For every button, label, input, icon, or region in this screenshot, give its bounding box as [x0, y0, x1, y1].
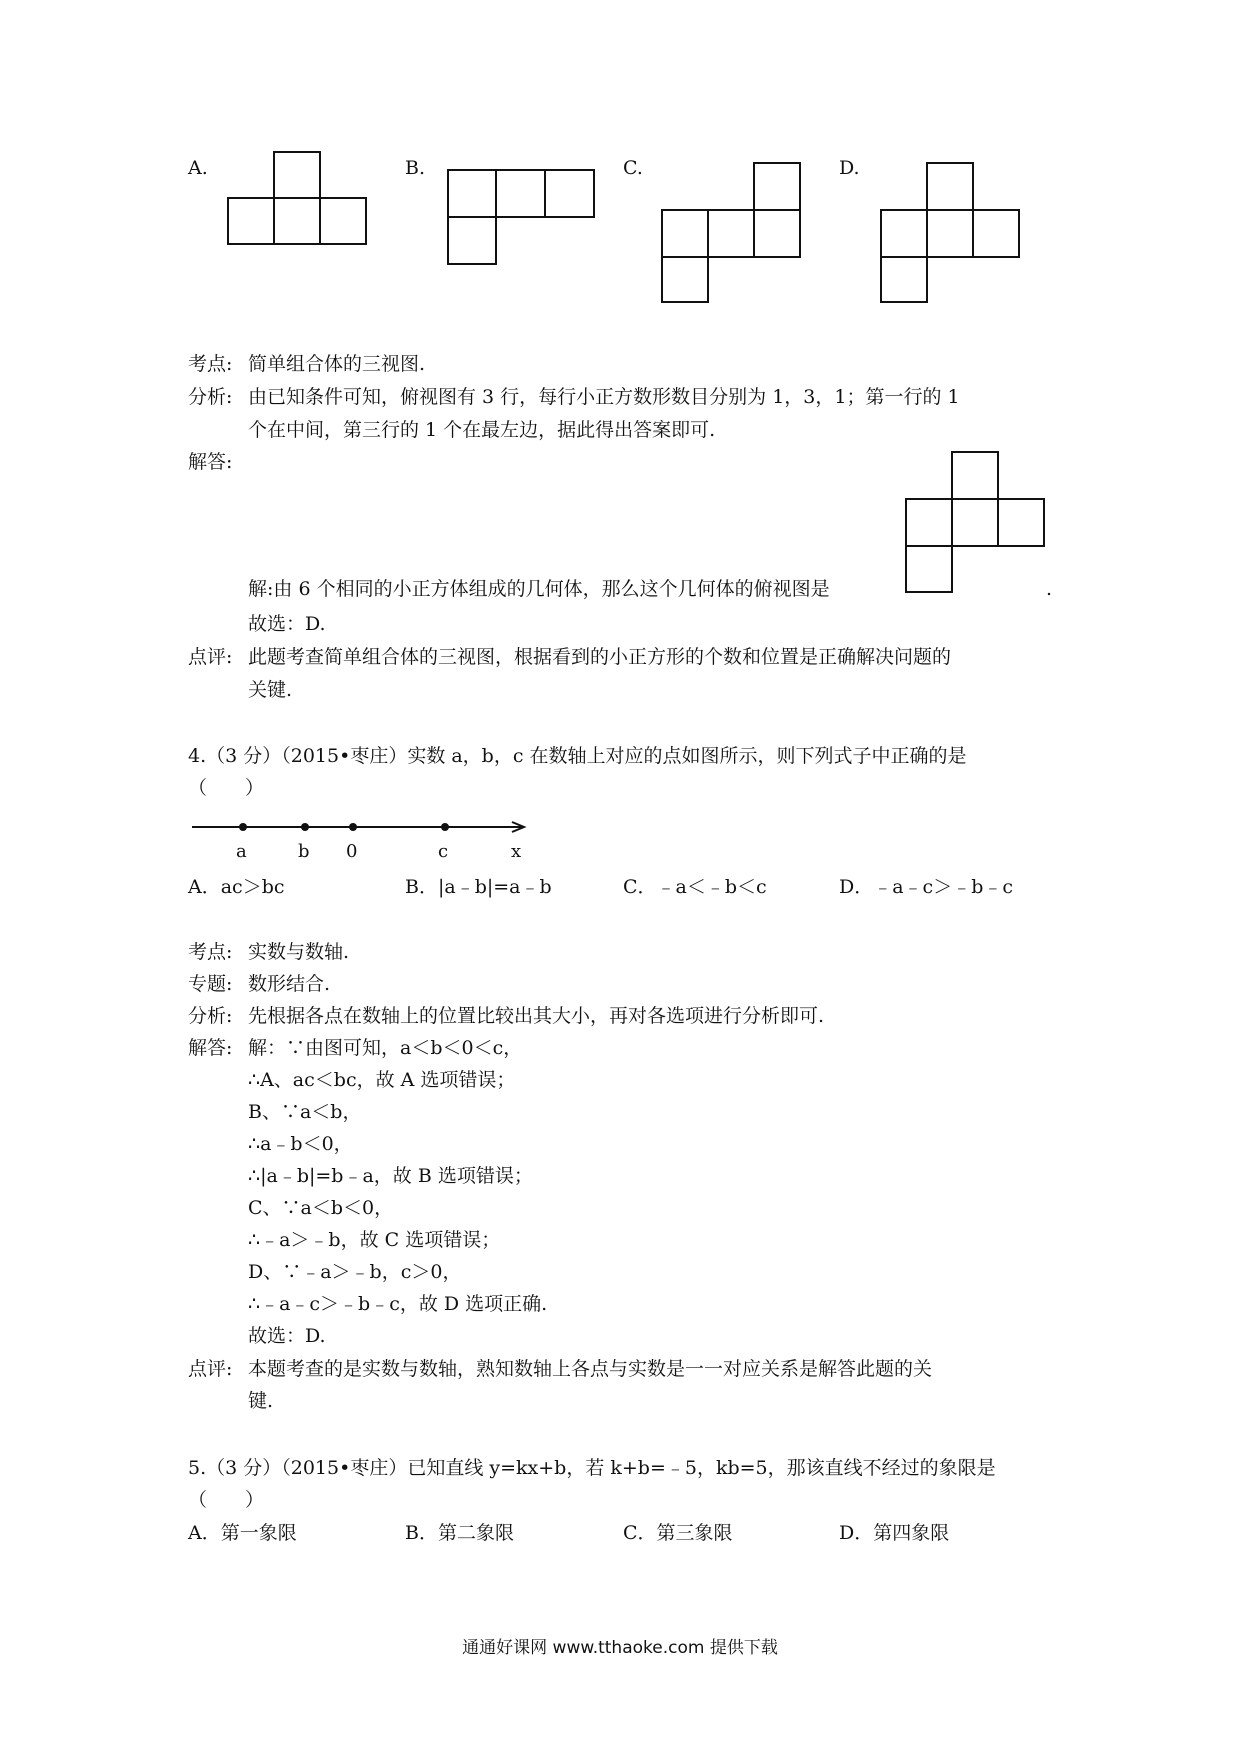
axis-label-x: x — [511, 841, 522, 862]
q4-jie-line: ∴A、ac＜bc，故 A 选项错误； — [248, 1069, 516, 1091]
axis-label-0: 0 — [346, 841, 358, 862]
point-b — [301, 823, 309, 831]
q4-jie-line: 解：∵由图可知，a＜b＜0＜c， — [248, 1037, 523, 1059]
q5-option-c: C．第三象限 — [623, 1522, 733, 1544]
page-footer: 通通好课网 www.tthaoke.com 提供下载 — [462, 1638, 778, 1658]
q3-option-a-label: A. — [188, 157, 208, 179]
q4-jie-line: ∴|a﹣b|=b﹣a，故 B 选项错误； — [248, 1165, 533, 1187]
q5-option-d: D．第四象限 — [839, 1522, 950, 1544]
point-0 — [349, 823, 357, 831]
q3-jieda-label: 解答: — [188, 451, 233, 473]
q3-option-c-label: C. — [623, 157, 643, 179]
q3-dianping-line1: 此题考查简单组合体的三视图，根据看到的小正方形的个数和位置是正确解决问题的 — [248, 646, 952, 668]
q4-jie-line: ∴﹣a＞﹣b，故 C 选项错误； — [248, 1229, 501, 1251]
q3-jie-line2: 故选：D. — [248, 613, 326, 635]
q4-jieda-label: 解答: — [188, 1037, 233, 1059]
q3-fenxi-line2: 个在中间，第三行的 1 个在最左边，据此得出答案即可. — [248, 419, 716, 441]
point-c — [441, 823, 449, 831]
q3-option-b-label: B. — [405, 157, 426, 179]
q3-jie-line1-end: . — [1046, 578, 1053, 600]
q4-zhuanti-label: 专题: — [188, 973, 233, 995]
q3-jie-line1: 解:由 6 个相同的小正方体组成的几何体，那么这个几何体的俯视图是 — [248, 578, 830, 600]
q5-stem-line1: 5.（3 分）（2015•枣庄）已知直线 y=kx+b，若 k+b=﹣5，kb=5，那该直线不经过的象限是 — [188, 1457, 996, 1479]
q4-jie-line: ∴﹣a﹣c＞﹣b﹣c，故 D 选项正确. — [248, 1293, 548, 1315]
q4-jie-line: C、∵a＜b＜0， — [248, 1197, 394, 1219]
q4-fenxi-label: 分析: — [188, 1005, 233, 1027]
q4-option-c: C．﹣a＜﹣b＜c — [623, 876, 767, 898]
axis-label-a: a — [236, 841, 247, 862]
q4-zhuanti: 数形结合. — [248, 973, 331, 995]
q4-kaodian-label: 考点: — [188, 941, 233, 963]
axis-label-b: b — [298, 841, 310, 862]
q3-dianping-line2: 关键. — [248, 679, 293, 701]
q5-stem-line2: （ ） — [188, 1489, 265, 1511]
q3-option-d-label: D. — [839, 157, 860, 179]
q4-jie-line: B、∵a＜b， — [248, 1101, 362, 1123]
q3-dianping-label: 点评: — [188, 646, 233, 668]
q3-kaodian-label: 考点: — [188, 353, 233, 375]
q4-kaodian: 实数与数轴. — [248, 941, 350, 963]
q4-dianping-line2: 键. — [248, 1390, 274, 1412]
q4-jie-line: 故选：D. — [248, 1325, 326, 1347]
q4-stem-line1: 4.（3 分）（2015•枣庄）实数 a，b，c 在数轴上对应的点如图所示，则下列式子中正确的是 — [188, 745, 967, 767]
point-a — [239, 823, 247, 831]
q4-option-b: B．|a﹣b|=a﹣b — [405, 876, 552, 898]
q3-kaodian: 简单组合体的三视图. — [248, 353, 426, 375]
q4-option-d: D．﹣a﹣c＞﹣b﹣c — [839, 876, 1014, 898]
q5-option-b: B．第二象限 — [405, 1522, 514, 1544]
axis-label-c: c — [438, 841, 449, 862]
q4-option-a: A．ac＞bc — [188, 876, 285, 898]
q4-jie-line: ∴a﹣b＜0， — [248, 1133, 353, 1155]
q4-dianping-label: 点评: — [188, 1358, 233, 1380]
q3-fenxi-line1: 由已知条件可知，俯视图有 3 行，每行小正方数形数目分别为 1，3，1；第一行的 1 — [248, 386, 960, 408]
q5-option-a: A．第一象限 — [188, 1522, 297, 1544]
q4-stem-line2: （ ） — [188, 777, 265, 799]
q4-fenxi: 先根据各点在数轴上的位置比较出其大小，再对各选项进行分析即可. — [248, 1005, 825, 1027]
q3-fenxi-label: 分析: — [188, 386, 233, 408]
q4-jie-line: D、∵﹣a＞﹣b，c＞0， — [248, 1261, 462, 1283]
q4-dianping-line1: 本题考查的是实数与数轴，熟知数轴上各点与实数是一一对应关系是解答此题的关 — [248, 1358, 933, 1380]
